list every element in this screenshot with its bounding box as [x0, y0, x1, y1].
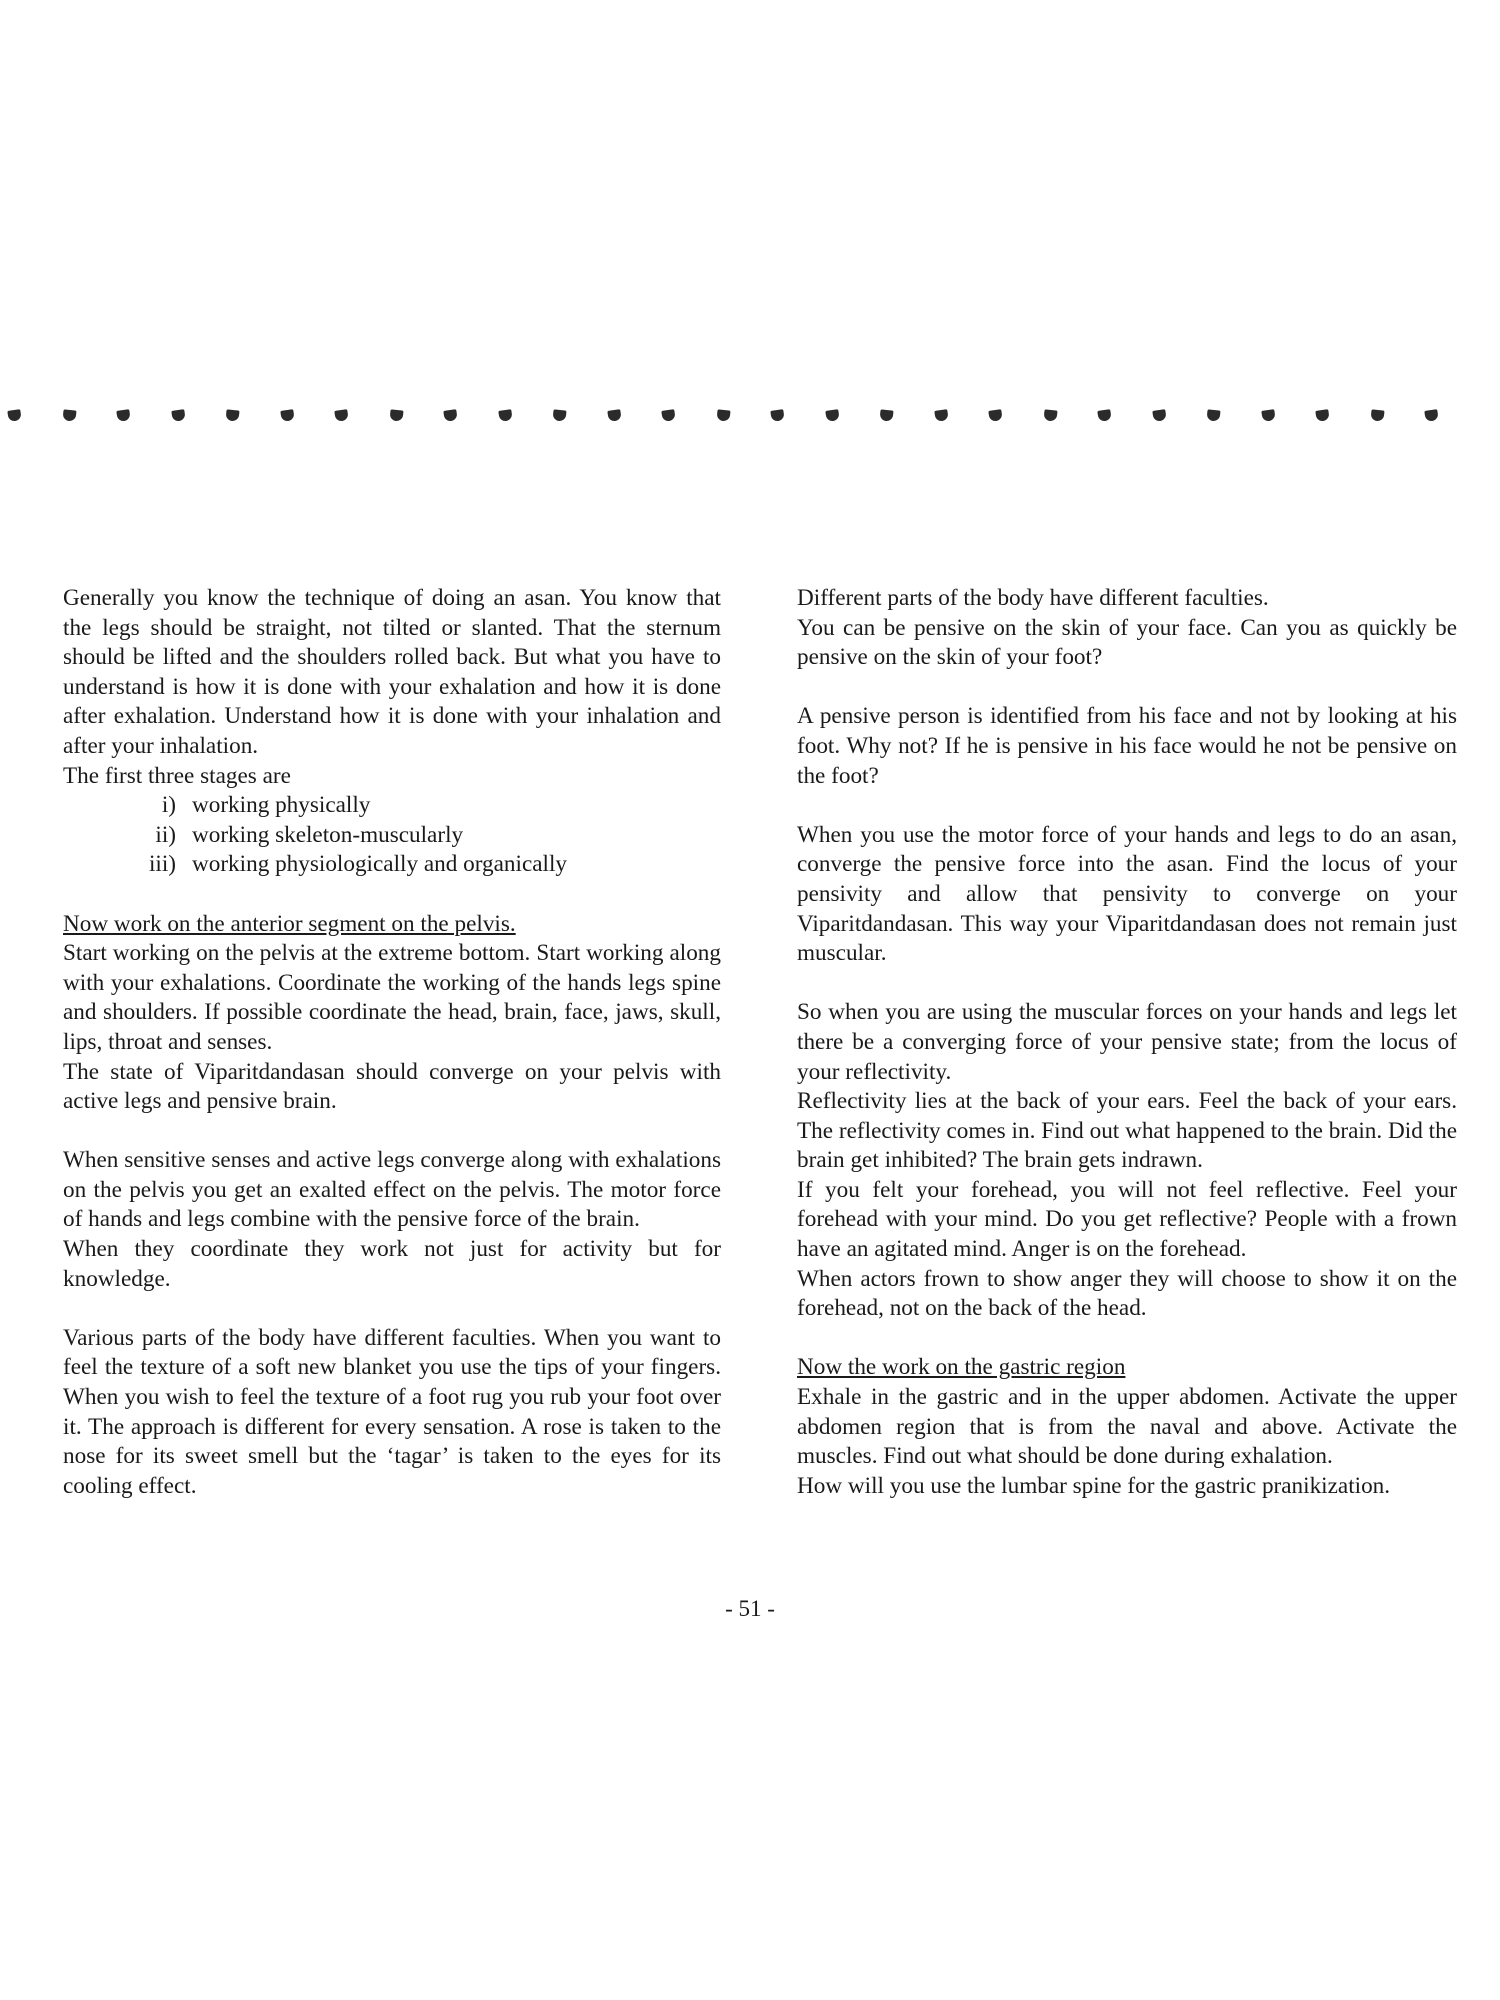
spiral-binding-hole-icon — [988, 409, 1002, 422]
section-heading: Now the work on the gastric region — [797, 1354, 1126, 1381]
list-number: ii) — [155, 821, 176, 848]
paragraph: Generally you know the technique of doing an asan. You know that the legs should be straight, not tilted or slanted. That the sternum should be lifted and the shoulders rolled back. But what you have to understand is how it is done with your exhalation and how it is done after exhalation. Understand how it is done with your inhalation and after your inhalation. — [63, 585, 721, 759]
paragraph: So when you are using the muscular forces on your hands and legs let there be a converging force of your pensive state; from the locus of your reflectivity. — [797, 999, 1457, 1085]
spiral-binding — [0, 404, 1500, 440]
section-heading: Now work on the anterior segment on the pelvis. — [63, 910, 516, 937]
paragraph: A pensive person is identified from his face and not by looking at his foot. Why not? If he is pensive in his face would he not be pensive on the foot? — [797, 703, 1457, 789]
spiral-binding-hole-icon — [498, 409, 512, 422]
list-item — [63, 791, 721, 821]
list-text: working physically — [192, 792, 371, 819]
spiral-binding-hole-icon — [716, 409, 730, 421]
spiral-binding-hole-icon — [171, 409, 185, 422]
spiral-binding-hole-icon — [1152, 409, 1166, 422]
spiral-binding-hole-icon — [1424, 409, 1438, 422]
spiral-binding-hole-icon — [607, 409, 621, 422]
paragraph: When they coordinate they work not just for activity but for knowledge. — [63, 1236, 721, 1292]
stages-list — [63, 791, 721, 880]
paragraph: Start working on the pelvis at the extreme bottom. Start working along with your exhalations. Coordinate the working of the hands legs spine and shoulders. If possible coordinate the head, brain, face, jaws, skull, lips, throat and senses. — [63, 940, 721, 1055]
paragraph: Reflectivity lies at the back of your ears. Feel the back of your ears. The reflectivity comes in. Find out what happened to the brain. Did the brain get inhibited? The brain gets indrawn. — [797, 1088, 1457, 1174]
spiral-binding-hole-icon — [1370, 409, 1384, 421]
spiral-binding-hole-icon — [116, 409, 130, 422]
paragraph: When sensitive senses and active legs converge along with exhalations on the pelvis you get an exalted effect on the pelvis. The motor force of hands and legs combine with the pensive force of the brain. — [63, 1147, 721, 1233]
spiral-binding-hole-icon — [1261, 409, 1275, 422]
spiral-binding-hole-icon — [1206, 409, 1220, 421]
spiral-binding-hole-icon — [280, 409, 294, 422]
left-column — [63, 584, 721, 1501]
paragraph: When you use the motor force of your hands and legs to do an asan, converge the pensive force into the asan. Find the locus of your pensivity and allow that pensivity to converge on your Viparitdandasan. This way your Viparitdandasan does not remain just muscular. — [797, 821, 1457, 967]
right-column — [797, 584, 1457, 1501]
spiral-binding-hole-icon — [934, 409, 948, 422]
spiral-binding-hole-icon — [825, 409, 839, 422]
list-item — [63, 821, 721, 851]
list-number: i) — [161, 792, 176, 819]
spiral-binding-hole-icon — [62, 409, 76, 421]
spiral-binding-hole-icon — [1315, 409, 1329, 422]
page-number: - 51 - — [725, 1596, 775, 1621]
paragraph: When actors frown to show anger they will choose to show it on the forehead, not on the back of the head. — [797, 1265, 1457, 1322]
paragraph: Various parts of the body have different faculties. When you want to feel the texture of a soft new blanket you use the tips of your fingers. When you wish to feel the texture of a foot rug you rub your foot over it. The approach is different for every sensation. A rose is taken to the nose for its sweet smell but the ‘tagar’ is taken to the eyes for its cooling effect. — [63, 1324, 721, 1499]
list-number: iii) — [148, 851, 176, 878]
spiral-binding-hole-icon — [7, 409, 21, 422]
spiral-binding-hole-icon — [1043, 409, 1057, 421]
paragraph: The state of Viparitdandasan should converge on your pelvis with active legs and pensive brain. — [63, 1058, 721, 1115]
spiral-binding-hole-icon — [552, 409, 566, 421]
list-text: working physiologically and organically — [192, 851, 568, 878]
list-item — [63, 850, 721, 880]
paragraph: Different parts of the body have different faculties. — [797, 585, 1269, 611]
spiral-binding-hole-icon — [661, 409, 675, 422]
paragraph: How will you use the lumbar spine for the gastric pranikization. — [797, 1472, 1391, 1499]
paragraph: The first three stages are — [63, 762, 291, 789]
spiral-binding-hole-icon — [334, 409, 348, 422]
spiral-binding-hole-icon — [225, 409, 239, 421]
spiral-binding-hole-icon — [389, 409, 403, 421]
spiral-binding-hole-icon — [879, 409, 893, 421]
spiral-binding-hole-icon — [443, 409, 457, 422]
list-text: working skeleton-muscularly — [192, 821, 464, 848]
paragraph: You can be pensive on the skin of your face. Can you as quickly be pensive on the skin of your foot? — [797, 614, 1457, 671]
spiral-binding-hole-icon — [1097, 409, 1111, 422]
paragraph: If you felt your forehead, you will not feel reflective. Feel your forehead with your mind. Do you get reflective? People with a frown have an agitated mind. Anger is on the forehead. — [797, 1176, 1457, 1263]
paragraph: Exhale in the gastric and in the upper abdomen. Activate the upper abdomen region that is from the naval and above. Activate the muscles. Find out what should be done during exhalation. — [797, 1384, 1457, 1470]
spiral-binding-hole-icon — [770, 409, 784, 422]
